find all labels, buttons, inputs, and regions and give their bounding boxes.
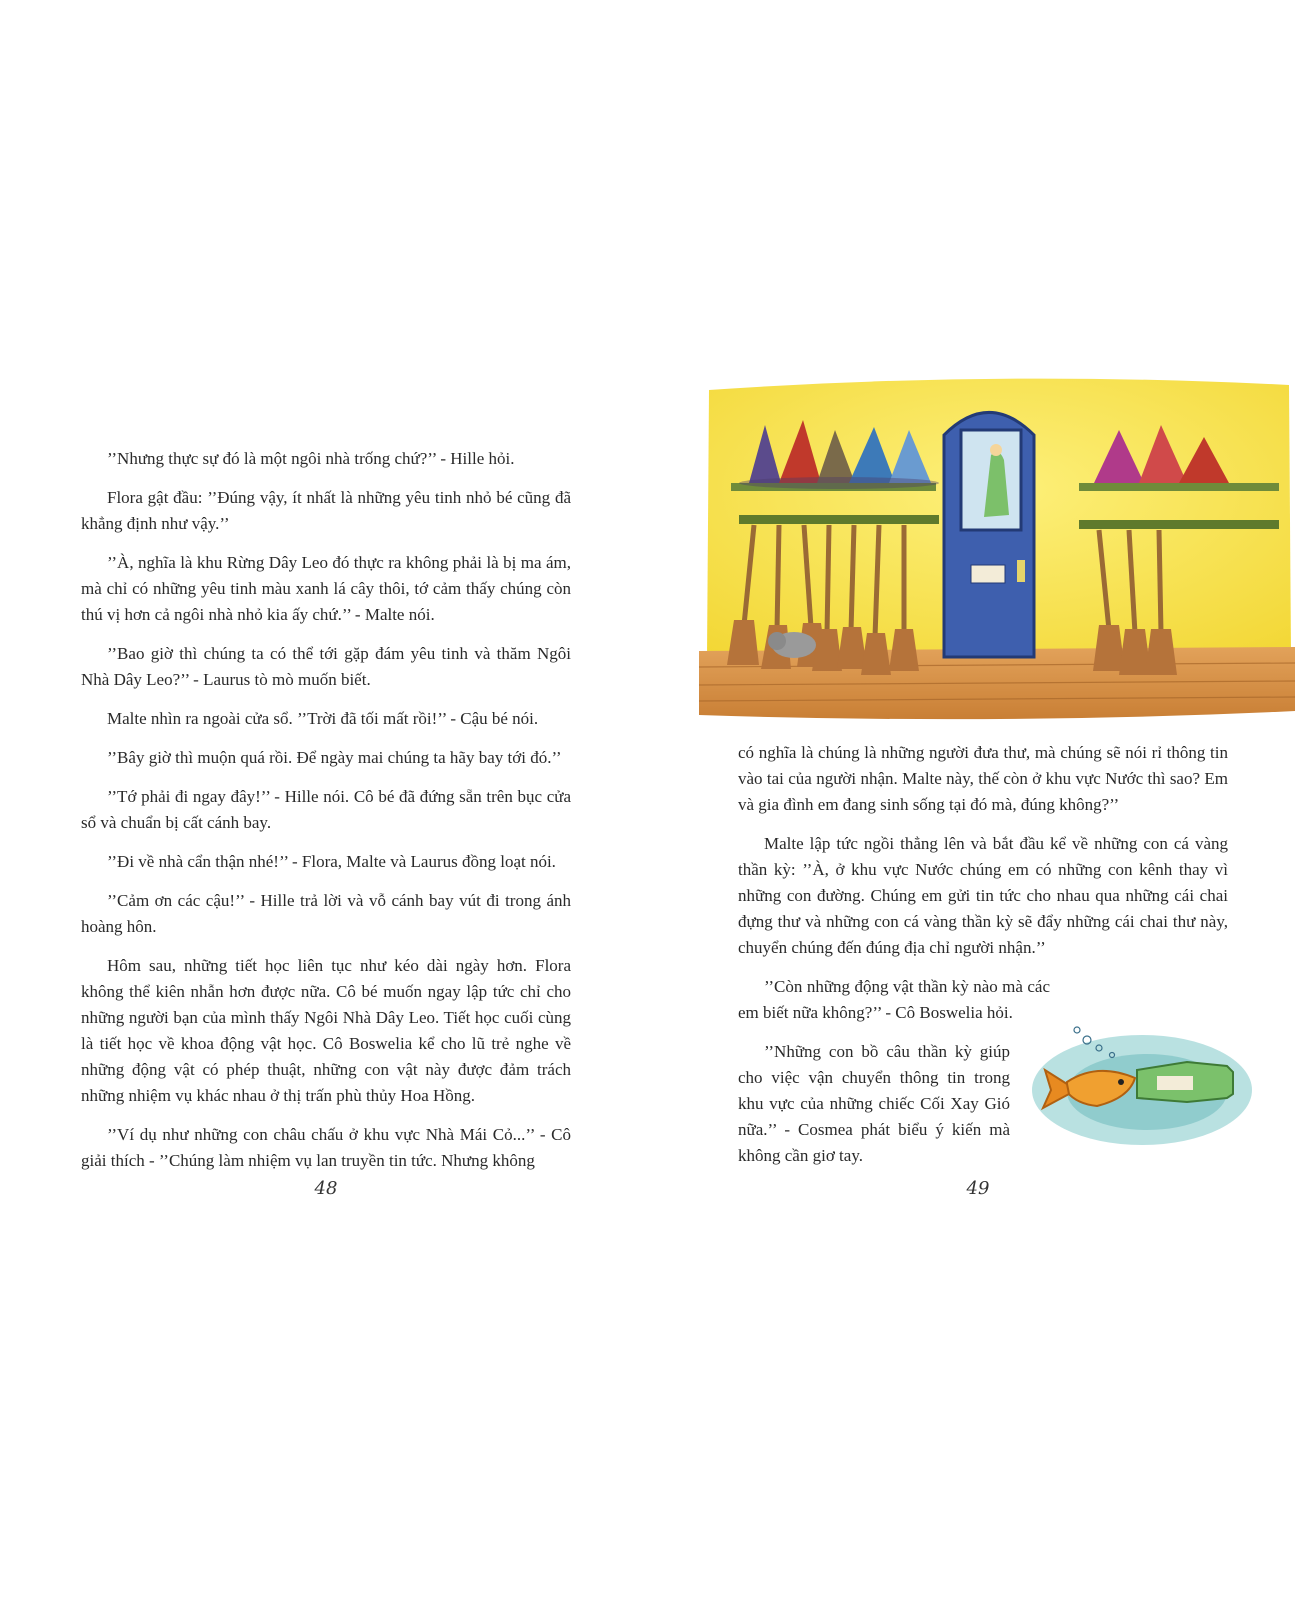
paragraph: ’’Đi về nhà cẩn thận nhé!’’ - Flora, Malte và Laurus đồng loạt nói. — [107, 852, 556, 871]
paragraph: có nghĩa là chúng là những người đưa thư, mà chúng sẽ nói rỉ thông tin vào tai của người nhận. Malte này, thế còn ở khu vực Nước thì sao? Em và gia đình em đang sinh sống tại đó mà, đúng không?’’ — [738, 743, 1228, 814]
paragraph: ’’Những con bồ câu thần kỳ giúp cho việc vận chuyển thông tin trong khu vực của những chiếc Cối Xay Gió nữa.’’ - Cosmea phát biểu ý kiến mà không cần giơ tay. — [738, 1042, 1010, 1165]
paragraph: Malte nhìn ra ngoài cửa sổ. ’’Trời đã tối mất rồi!’’ - Cậu bé nói. — [107, 709, 539, 728]
paragraph: ’’Còn những động vật thần kỳ nào mà các em biết nữa không?’’ - Cô Boswelia hỏi. — [738, 977, 1050, 1022]
paragraph: Malte lập tức ngồi thẳng lên và bắt đầu kể về những con cá vàng thần kỳ: ’’À, ở khu vực Nước chúng em có những con kênh thay vì những con đường. Chúng em gửi tin tức cho nhau qua những cái chai đựng thư và những con cá vàng thần kỳ sẽ đẩy những cái chai thư này, chuyển chúng đến đúng địa chỉ người nhận.’’ — [738, 834, 1228, 957]
left-page — [0, 0, 656, 1621]
paragraph: ’’Nhưng thực sự đó là một ngôi nhà trống chứ?’’ - Hille hỏi. — [107, 449, 515, 468]
page-number: 48 — [314, 1178, 338, 1199]
paragraph: ’’À, nghĩa là khu Rừng Dây Leo đó thực ra không phải là bị ma ám, mà chỉ có những yêu tinh màu xanh lá cây thôi, tớ cảm thấy chúng còn thú vị hơn cả ngôi nhà nhỏ kia ấy chứ.’’ - Malte nói. — [81, 553, 571, 624]
page-number: 49 — [966, 1178, 990, 1199]
witch-hats-brooms-door-illustration — [699, 375, 1295, 721]
goldfish-bottle-illustration — [1017, 1010, 1257, 1160]
paragraph: ’’Bây giờ thì muộn quá rồi. Để ngày mai chúng ta hãy bay tới đó.’’ — [107, 748, 562, 767]
paragraph: Flora gật đầu: ’’Đúng vậy, ít nhất là những yêu tinh nhỏ bé cũng đã khẳng định như vậy.’’ — [81, 488, 571, 533]
paragraph: ’’Cảm ơn các cậu!’’ - Hille trả lời và vỗ cánh bay vút đi trong ánh hoàng hôn. — [81, 891, 571, 936]
paragraph: Hôm sau, những tiết học liên tục như kéo dài ngày hơn. Flora không thể kiên nhẫn hơn được nữa. Cô bé muốn ngay lập tức chỉ cho những người bạn của mình thấy Ngôi Nhà Dây Leo. Tiết học cuối cùng là tiết học về khoa động vật học. Cô Boswelia kể cho lũ trẻ nghe về những động vật có phép thuật, những con vật này được đảm trách những nhiệm vụ khác nhau ở thị trấn phù thủy Hoa Hồng. — [81, 956, 571, 1105]
paragraph: ’’Bao giờ thì chúng ta có thể tới gặp đám yêu tinh và thăm Ngôi Nhà Dây Leo?’’ - Laurus tò mò muốn biết. — [81, 644, 571, 689]
left-text-column — [81, 446, 571, 1187]
paragraph: ’’Tớ phải đi ngay đây!’’ - Hille nói. Cô bé đã đứng sẵn trên bục cửa sổ và chuẩn bị cất cánh bay. — [81, 787, 571, 832]
paragraph: ’’Ví dụ như những con châu chấu ở khu vực Nhà Mái Cỏ...’’ - Cô giải thích - ’’Chúng làm nhiệm vụ lan truyền tin tức. Nhưng không — [81, 1125, 571, 1170]
